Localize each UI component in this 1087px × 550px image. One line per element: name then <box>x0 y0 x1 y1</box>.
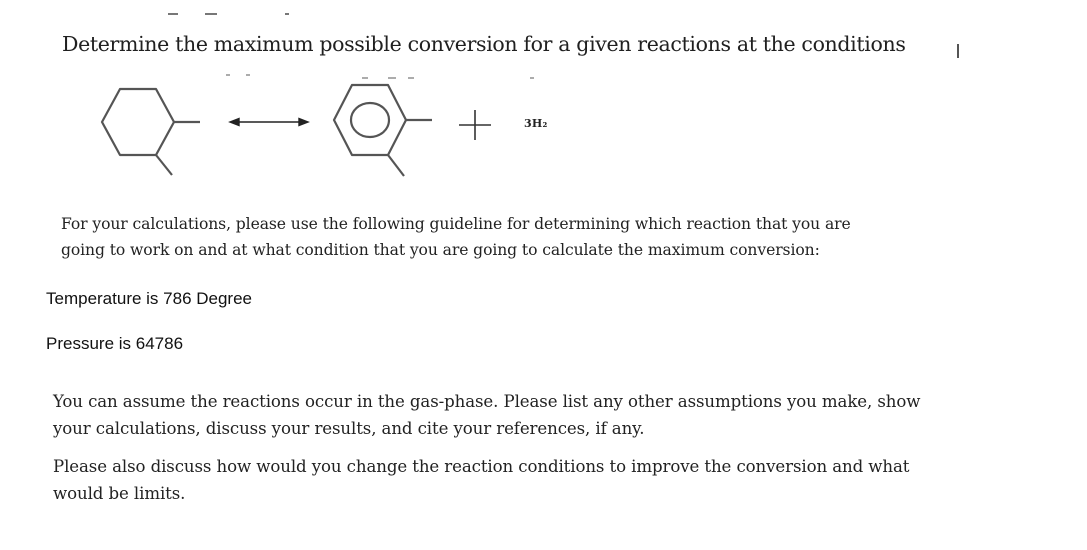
temperature-condition: Temperature is 786 Degree <box>46 289 253 308</box>
plus-sign <box>459 110 491 140</box>
hydrogen-product-label: 3H₂ <box>524 117 548 130</box>
page-title: Determine the maximum possible conversion for a given reactions at the conditions <box>62 32 906 56</box>
assumptions-paragraph <box>53 388 1053 442</box>
guideline-line-2: going to work on and at what condition that you are going to calculate the maximum conversion: <box>61 241 820 259</box>
assumptions-line-1: You can assume the reactions occur in the gas-phase. Please list any other assumptions you make, show <box>53 392 921 411</box>
cyclohexane-ring <box>102 89 174 155</box>
discussion-line-1: Please also discuss how would you change the reaction conditions to improve the conversion and what <box>53 457 910 476</box>
title-region <box>0 0 1087 80</box>
reaction-arrow <box>230 119 308 126</box>
discussion-line-2: would be limits. <box>53 484 186 503</box>
benzene-ring <box>334 85 406 155</box>
substituent-bond <box>388 155 404 176</box>
guideline-paragraph <box>61 211 1021 263</box>
aromatic-circle <box>351 103 389 137</box>
guideline-line-1: For your calculations, please use the following guideline for determining which reaction that you are <box>61 215 851 233</box>
title-cut-mark <box>957 44 959 58</box>
substituent-bond <box>156 155 172 175</box>
methylcyclohexane-molecule <box>102 89 200 175</box>
discussion-paragraph <box>53 453 1053 507</box>
toluene-molecule <box>334 85 432 176</box>
assumptions-line-2: your calculations, discuss your results, and cite your references, if any. <box>53 419 645 438</box>
pressure-condition: Pressure is 64786 <box>46 334 184 353</box>
